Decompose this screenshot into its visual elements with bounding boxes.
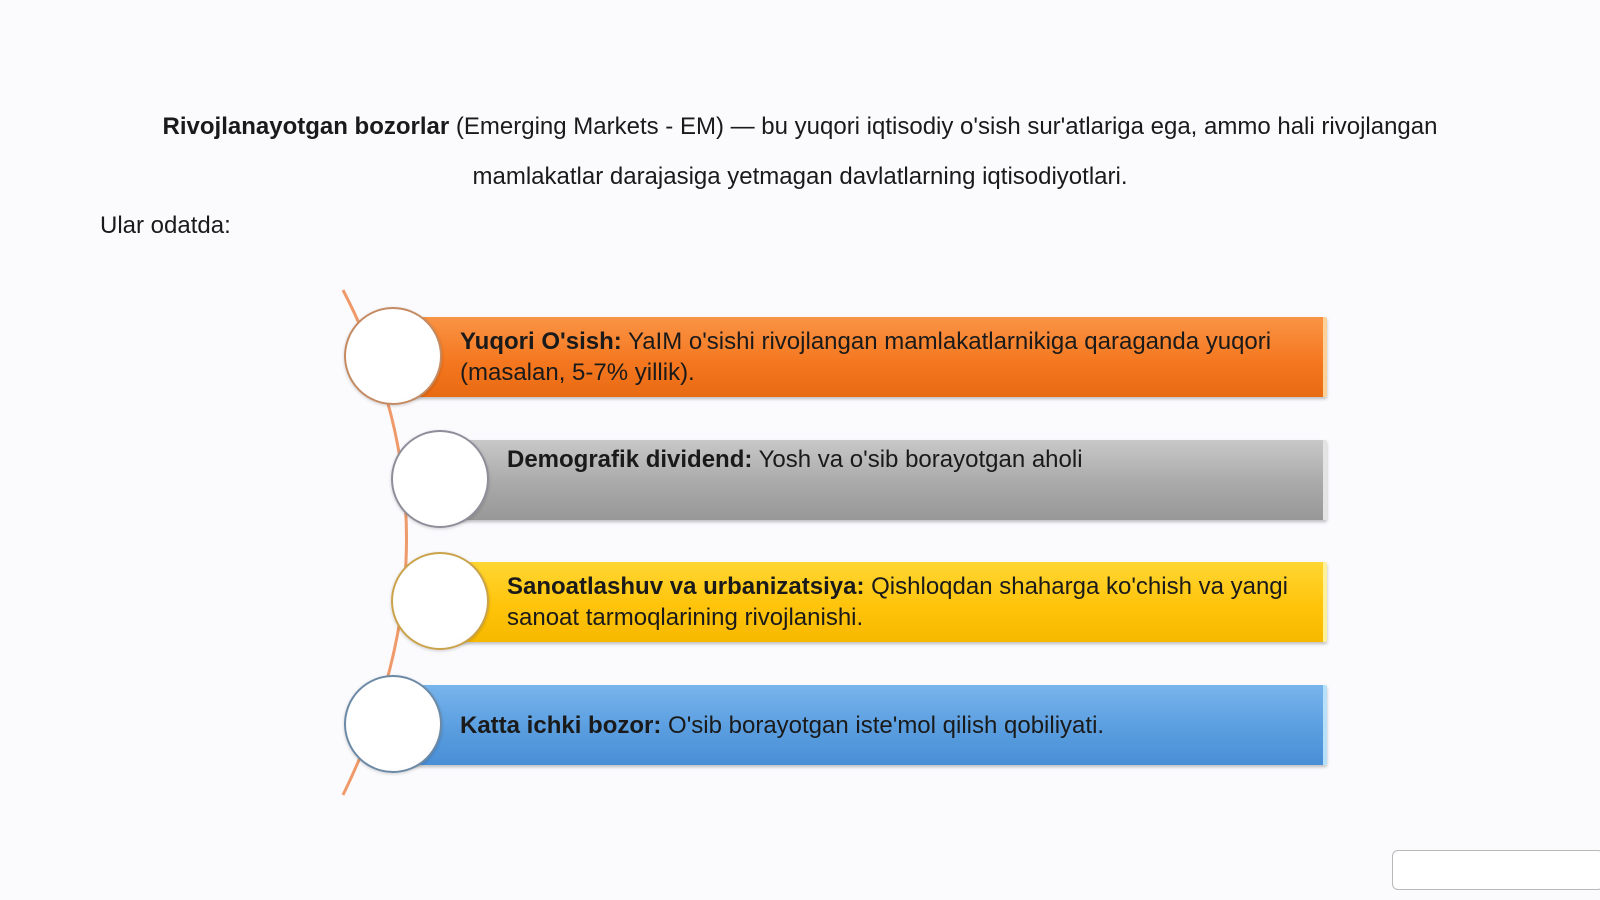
intro-paragraph	[100, 102, 1500, 202]
list-item-label: Demografik dividend:	[507, 446, 753, 473]
bullet-circle	[391, 430, 489, 528]
list-item-text	[507, 571, 1303, 633]
list-item-demographic-dividend	[445, 440, 1327, 520]
empty-corner-box[interactable]	[1392, 850, 1600, 890]
list-item-text	[460, 710, 1104, 741]
list-item-label: Sanoatlashuv va urbanizatsiya:	[507, 573, 865, 600]
list-item-domestic-market	[400, 685, 1327, 765]
list-item-description: Qishloqdan shaharga ko'chish va yangi sanoat tarmoqlarining rivojlanishi.	[507, 573, 1288, 631]
list-item-text	[460, 326, 1303, 388]
intro-term: Rivojlanayotgan bozorlar	[162, 113, 450, 140]
intro-definition-line2: mamlakatlar darajasiga yetmagan davlatlarning iqtisodiyotlari.	[472, 163, 1128, 190]
list-item-label: Katta ichki bozor:	[460, 711, 662, 739]
bullet-circle	[344, 307, 442, 405]
list-item-description: O'sib borayotgan iste'mol qilish qobiliyati.	[661, 711, 1105, 739]
subhead: Ular odatda:	[100, 212, 231, 239]
list-item-description: YaIM o'sishi rivojlangan mamlakatlarnikiga qaraganda yuqori (masalan, 5-7% yillik).	[460, 328, 1272, 386]
list-item-text	[507, 444, 1083, 475]
bullet-circle	[391, 552, 489, 650]
list-item-industrialization	[445, 562, 1327, 642]
list-item-high-growth	[400, 317, 1327, 397]
list-item-label: Yuqori O'sish:	[460, 328, 622, 355]
list-item-description: Yosh va o'sib borayotgan aholi	[752, 446, 1083, 473]
bullet-circle	[344, 675, 442, 773]
intro-definition-line1: (Emerging Markets - EM) — bu yuqori iqtisodiy o'sish sur'atlariga ega, ammo hali rivojlangan	[449, 113, 1438, 140]
